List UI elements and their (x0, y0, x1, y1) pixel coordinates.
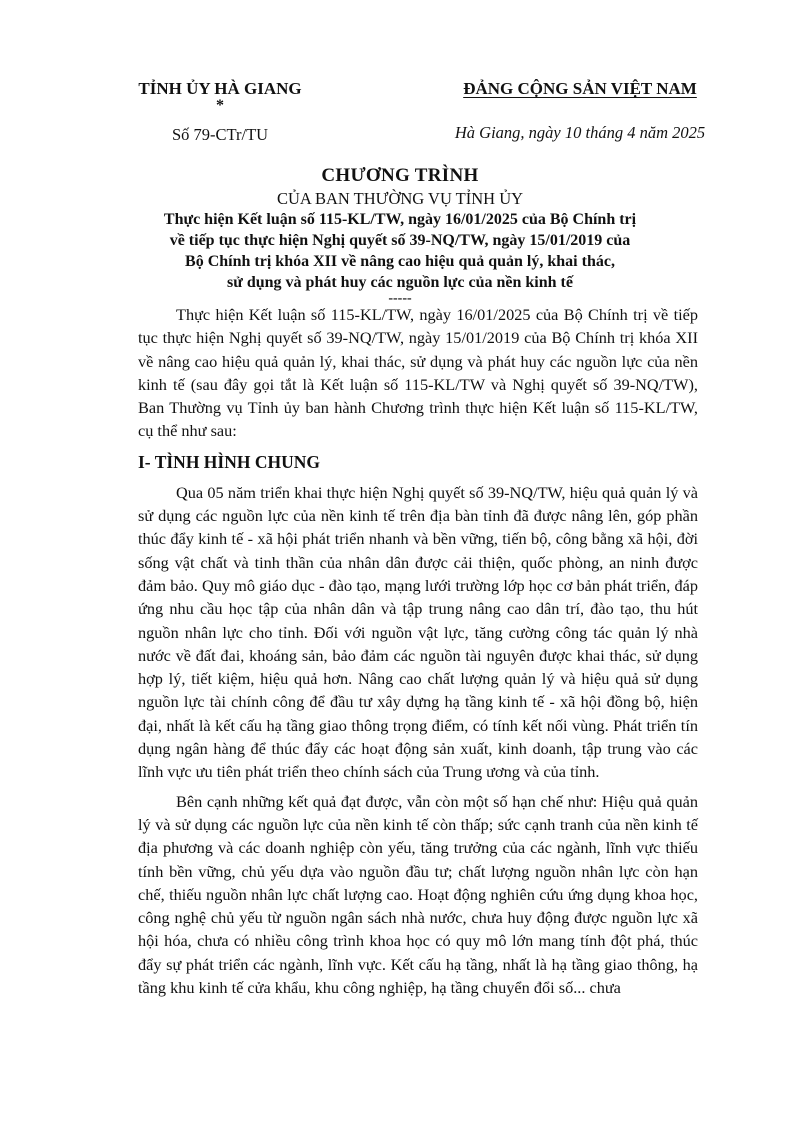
party-motto-block (420, 78, 740, 144)
section-heading: I- TÌNH HÌNH CHUNG (138, 451, 320, 472)
document-description-line: về tiếp tục thực hiện Nghị quyết số 39-NQ/TW, ngày 15/01/2019 của (169, 232, 631, 249)
star-mark: * (216, 97, 224, 114)
document-body (138, 303, 698, 999)
body-paragraph: Qua 05 năm triển khai thực hiện Nghị quyết số 39-NQ/TW, hiệu quả quản lý và sử dụng các nguồn lực của nền kinh tế trên địa bàn tỉnh đã được nâng lên, góp phần thúc đẩy kinh tế - xã hội phát triển nhanh và bền vững, tiến bộ, công bằng xã hội, đời sống vật chất và tinh thần của nhân dân được cải thiện, quốc phòng, an ninh được đảm bảo. Quy mô giáo dục - đào tạo, mạng lưới trường lớp học cơ bản phát triển, đáp ứng nhu cầu học tập của nhân dân và tập trung nâng cao dân trí, đào tạo, thu hút nguồn nhân lực cho tỉnh. Đối với nguồn vật lực, tăng cường công tác quản lý nhà nước về đất đai, khoáng sản, bảo đảm các nguồn tài nguyên được khai thác, sử dụng hợp lý, tiết kiệm, hiệu quả hơn. Nâng cao chất lượng quản lý và hiệu quả sử dụng nguồn lực tài chính công để đầu tư xây dựng hạ tầng kinh tế - xã hội đồng bộ, hiện đại, nhất là kết cấu hạ tầng giao thông trọng điểm, có tính kết nối vùng. Phát triển tín dụng ngân hàng để thúc đẩy các hoạt động sản xuất, kinh doanh, tập trung vào các lĩnh vực ưu tiên phát triển theo chính sách của Trung ương và của tỉnh. (138, 482, 698, 782)
document-description-line: Thực hiện Kết luận số 115-KL/TW, ngày 16/01/2025 của Bộ Chính trị (163, 211, 637, 228)
title-separator: ----- (388, 291, 412, 306)
document-title: CHƯƠNG TRÌNH (321, 165, 479, 186)
document-header (0, 78, 800, 158)
party-name: ĐẢNG CỘNG SẢN VIỆT NAM (463, 79, 697, 98)
issuing-body-block (110, 78, 330, 146)
document-number: Số 79-CTr/TU (171, 125, 269, 144)
place-and-date: Hà Giang, ngày 10 tháng 4 năm 2025 (454, 123, 706, 142)
document-title-block (100, 164, 700, 305)
document-description-line: Bộ Chính trị khóa XII về nâng cao hiệu quả quản lý, khai thác, (185, 253, 615, 270)
intro-paragraph: Thực hiện Kết luận số 115-KL/TW, ngày 16/01/2025 của Bộ Chính trị về tiếp tục thực hiện Nghị quyết số 39-NQ/TW, ngày 15/01/2019 của Bộ Chính trị khóa XII về nâng cao hiệu quả quản lý, khai thác, sử dụng và phát huy các nguồn lực của nền kinh tế (sau đây gọi tắt là Kết luận số 115-KL/TW và Nghị quyết số 39-NQ/TW), Ban Thường vụ Tỉnh ủy ban hành Chương trình thực hiện Kết luận số 115-KL/TW, cụ thể như sau: (138, 305, 698, 441)
document-description-line: sử dụng và phát huy các nguồn lực của nền kinh tế (227, 274, 573, 291)
issuing-body-name: TỈNH ỦY HÀ GIANG (138, 79, 302, 98)
document-subtitle: CỦA BAN THƯỜNG VỤ TỈNH ỦY (276, 189, 524, 208)
body-paragraph: Bên cạnh những kết quả đạt được, vẫn còn một số hạn chế như: Hiệu quả quản lý và sử dụng các nguồn lực của nền kinh tế còn thấp; sức cạnh tranh của nền kinh tế địa phương và các doanh nghiệp còn yếu, tăng trưởng của các ngành, lĩnh vực thiếu tính bền vững, chủ yếu dựa vào nguồn đầu tư; chất lượng nguồn nhân lực còn hạn chế, thiếu nguồn nhân lực chất lượng cao. Hoạt động nghiên cứu ứng dụng khoa học, công nghệ chủ yếu từ nguồn ngân sách nhà nước, chưa huy động được nguồn lực xã hội hóa, chưa có nhiều công trình khoa học có quy mô lớn mang tính đột phá, thúc đẩy sự phát triển các ngành, lĩnh vực. Kết cấu hạ tầng, nhất là hạ tầng giao thông, hạ tầng khu kinh tế cửa khẩu, khu công nghiệp, hạ tầng chuyển đổi số... chưa (138, 791, 698, 998)
